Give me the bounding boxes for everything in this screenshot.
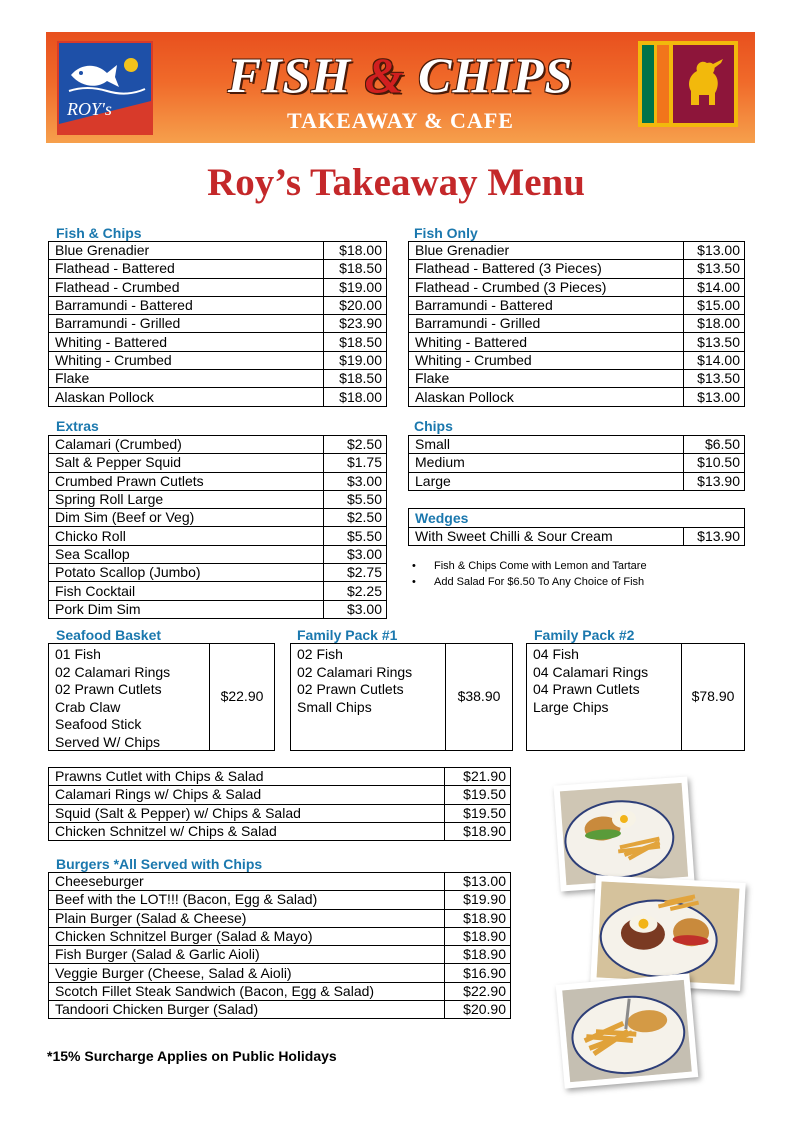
banner-title-ampersand: & xyxy=(364,47,405,103)
item-price: $1.75 xyxy=(324,454,387,472)
fish-only-row xyxy=(409,370,745,388)
sri-lanka-flag xyxy=(638,41,738,127)
food-photo-fish-chips xyxy=(556,973,699,1088)
item-price: $13.50 xyxy=(684,370,745,388)
item-name: With Sweet Chilli & Sour Cream xyxy=(409,528,684,546)
item-name: Beef with the LOT!!! (Bacon, Egg & Salad) xyxy=(49,891,445,909)
item-price: $13.00 xyxy=(445,873,511,891)
item-name: Chicken Schnitzel w/ Chips & Salad xyxy=(49,822,445,840)
item-name: Flathead - Crumbed xyxy=(49,278,324,296)
item-name: Large xyxy=(409,472,684,490)
item-name: Small xyxy=(409,436,684,454)
burgers-table xyxy=(48,872,511,1019)
item-name: Chicko Roll xyxy=(49,527,324,545)
burger-row xyxy=(49,873,511,891)
extras-rows xyxy=(49,436,387,619)
item-name: Medium xyxy=(409,454,684,472)
item-price: $3.00 xyxy=(324,545,387,563)
item-price: $13.90 xyxy=(684,528,745,546)
fish-and-chips-row xyxy=(49,296,387,314)
item-name: Barramundi - Grilled xyxy=(409,315,684,333)
pack-item: 04 Prawn Cutlets xyxy=(533,681,640,697)
item-name: Whiting - Crumbed xyxy=(409,351,684,369)
fish-and-chips-heading: Fish & Chips xyxy=(56,225,142,241)
item-name: Chicken Schnitzel Burger (Salad & Mayo) xyxy=(49,927,445,945)
item-price: $14.00 xyxy=(684,351,745,369)
item-price: $18.00 xyxy=(324,242,387,260)
burger-row xyxy=(49,982,511,1000)
item-price: $18.00 xyxy=(324,388,387,406)
item-price: $13.50 xyxy=(684,260,745,278)
extras-row xyxy=(49,436,387,454)
item-price: $10.50 xyxy=(684,454,745,472)
item-price: $20.00 xyxy=(324,296,387,314)
fish-and-chips-row xyxy=(49,242,387,260)
meal-row xyxy=(49,786,511,804)
fish-and-chips-row xyxy=(49,351,387,369)
item-name: Veggie Burger (Cheese, Salad & Aioli) xyxy=(49,964,445,982)
fish-and-chips-row xyxy=(49,278,387,296)
notes-list xyxy=(410,559,647,590)
pack-item: Served W/ Chips xyxy=(55,733,161,750)
extras-row xyxy=(49,509,387,527)
pack-item: Large Chips xyxy=(533,698,609,715)
extras-row xyxy=(49,490,387,508)
item-name: Calamari Rings w/ Chips & Salad xyxy=(49,786,445,804)
burgers-heading: Burgers *All Served with Chips xyxy=(56,856,263,872)
beef-burger-plate-image xyxy=(597,881,740,984)
item-price: $2.75 xyxy=(324,564,387,582)
flag-orange-stripe xyxy=(657,45,669,123)
item-name: Prawns Cutlet with Chips & Salad xyxy=(49,768,445,786)
wedges-row xyxy=(409,528,745,546)
fish-and-chips-row xyxy=(49,315,387,333)
item-price: $19.00 xyxy=(324,278,387,296)
meals-rows xyxy=(49,768,511,841)
wedges-table xyxy=(408,527,745,546)
item-price: $21.90 xyxy=(445,768,511,786)
extras-row xyxy=(49,454,387,472)
item-name: Squid (Salt & Pepper) w/ Chips & Salad xyxy=(49,804,445,822)
item-name: Salt & Pepper Squid xyxy=(49,454,324,472)
fish-and-chips-table xyxy=(48,241,387,407)
item-price: $2.25 xyxy=(324,582,387,600)
item-price: $18.50 xyxy=(324,333,387,351)
item-name: Flake xyxy=(409,370,684,388)
item-name: Pork Dim Sim xyxy=(49,600,324,618)
item-price: $13.90 xyxy=(684,472,745,490)
item-name: Alaskan Pollock xyxy=(409,388,684,406)
burger-row xyxy=(49,891,511,909)
seafood-basket-items xyxy=(49,644,210,750)
burger-row xyxy=(49,946,511,964)
burger-row xyxy=(49,909,511,927)
item-name: Blue Grenadier xyxy=(409,242,684,260)
fish-only-row xyxy=(409,242,745,260)
item-price: $13.00 xyxy=(684,388,745,406)
item-price: $3.00 xyxy=(324,600,387,618)
pack-item: 04 Fish xyxy=(533,646,579,662)
item-price: $13.50 xyxy=(684,333,745,351)
family-pack-2-heading: Family Pack #2 xyxy=(534,627,635,643)
chips-rows xyxy=(409,436,745,491)
item-name: Plain Burger (Salad & Cheese) xyxy=(49,909,445,927)
fish-and-chips-row xyxy=(49,388,387,406)
pack-item: 02 Fish xyxy=(297,646,343,662)
item-name: Sea Scallop xyxy=(49,545,324,563)
item-name: Whiting - Battered xyxy=(409,333,684,351)
fish-and-chips-row xyxy=(49,333,387,351)
meals-table xyxy=(48,767,511,841)
family-pack-1-price: $38.90 xyxy=(457,688,501,705)
pack-item: 02 Prawn Cutlets xyxy=(55,681,162,697)
item-name: Flake xyxy=(49,370,324,388)
seafood-basket-price: $22.90 xyxy=(220,688,264,705)
burger-row xyxy=(49,1001,511,1019)
fish-only-row xyxy=(409,315,745,333)
item-name: Flathead - Battered xyxy=(49,260,324,278)
item-name: Tandoori Chicken Burger (Salad) xyxy=(49,1001,445,1019)
chips-row xyxy=(409,436,745,454)
banner-title-chips: CHIPS xyxy=(404,47,574,103)
item-price: $2.50 xyxy=(324,509,387,527)
header-banner xyxy=(46,32,755,143)
item-price: $22.90 xyxy=(445,982,511,1000)
item-price: $5.50 xyxy=(324,490,387,508)
item-name: Dim Sim (Beef or Veg) xyxy=(49,509,324,527)
family-pack-2-items xyxy=(527,644,682,750)
pack-item: Small Chips xyxy=(297,698,372,715)
chips-heading: Chips xyxy=(414,418,453,434)
item-price: $15.00 xyxy=(684,296,745,314)
item-name: Fish Cocktail xyxy=(49,582,324,600)
logo-text: ROY's xyxy=(67,99,112,119)
note-item: • Fish & Chips Come with Lemon and Tartare xyxy=(410,559,647,575)
fish-only-row xyxy=(409,333,745,351)
burger-row xyxy=(49,964,511,982)
food-photo-fish-burger xyxy=(553,776,694,891)
item-name: Barramundi - Battered xyxy=(49,296,324,314)
item-price: $18.90 xyxy=(445,946,511,964)
item-price: $3.00 xyxy=(324,472,387,490)
item-price: $23.90 xyxy=(324,315,387,333)
meal-row xyxy=(49,768,511,786)
fish-only-row xyxy=(409,296,745,314)
pack-item: 04 Calamari Rings xyxy=(533,663,649,680)
wedges-heading: Wedges xyxy=(408,508,745,528)
meal-row xyxy=(49,804,511,822)
family-pack-2-box xyxy=(526,643,745,751)
item-name: Blue Grenadier xyxy=(49,242,324,260)
burgers-rows xyxy=(49,873,511,1019)
flag-maroon-panel xyxy=(673,45,734,123)
item-name: Barramundi - Battered xyxy=(409,296,684,314)
item-price: $13.00 xyxy=(684,242,745,260)
banner-subtitle: TAKEAWAY & CAFE xyxy=(287,108,514,133)
lion-icon xyxy=(681,55,725,109)
item-price: $5.50 xyxy=(324,527,387,545)
pack-item: 02 Prawn Cutlets xyxy=(297,681,404,697)
fish-chips-plate-image xyxy=(562,980,692,1082)
food-photo-beef-burger xyxy=(590,875,745,991)
item-name: Whiting - Battered xyxy=(49,333,324,351)
item-name: Whiting - Crumbed xyxy=(49,351,324,369)
item-name: Crumbed Prawn Cutlets xyxy=(49,472,324,490)
meal-row xyxy=(49,822,511,840)
chips-row xyxy=(409,454,745,472)
family-pack-2-price: $78.90 xyxy=(691,688,735,705)
item-price: $20.90 xyxy=(445,1001,511,1019)
fish-only-row xyxy=(409,351,745,369)
extras-table xyxy=(48,435,387,619)
item-price: $18.50 xyxy=(324,260,387,278)
fish-only-table xyxy=(408,241,745,407)
pack-item: Crab Claw xyxy=(55,698,121,715)
item-price: $16.90 xyxy=(445,964,511,982)
item-price: $18.50 xyxy=(324,370,387,388)
item-name: Alaskan Pollock xyxy=(49,388,324,406)
chips-row xyxy=(409,472,745,490)
seafood-basket-heading: Seafood Basket xyxy=(56,627,162,643)
item-name: Scotch Fillet Steak Sandwich (Bacon, Egg & Salad) xyxy=(49,982,445,1000)
item-name: Potato Scallop (Jumbo) xyxy=(49,564,324,582)
item-price: $19.90 xyxy=(445,891,511,909)
fish-only-row xyxy=(409,388,745,406)
family-pack-1-box xyxy=(290,643,513,751)
item-price: $6.50 xyxy=(684,436,745,454)
extras-row xyxy=(49,472,387,490)
item-name: Fish Burger (Salad & Garlic Aioli) xyxy=(49,946,445,964)
item-name: Flathead - Battered (3 Pieces) xyxy=(409,260,684,278)
fish-only-rows xyxy=(409,242,745,407)
menu-title: Roy’s Takeaway Menu xyxy=(207,161,585,204)
fish-and-chips-row xyxy=(49,370,387,388)
item-price: $18.90 xyxy=(445,909,511,927)
fish-only-row xyxy=(409,278,745,296)
fish-and-chips-rows xyxy=(49,242,387,407)
extras-heading: Extras xyxy=(56,418,99,434)
burger-row xyxy=(49,927,511,945)
extras-row xyxy=(49,527,387,545)
fish-only-heading: Fish Only xyxy=(414,225,478,241)
fish-only-row xyxy=(409,260,745,278)
pack-item: 02 Calamari Rings xyxy=(297,663,413,680)
extras-row xyxy=(49,600,387,618)
fish-and-chips-row xyxy=(49,260,387,278)
item-name: Spring Roll Large xyxy=(49,490,324,508)
extras-row xyxy=(49,564,387,582)
item-price: $18.00 xyxy=(684,315,745,333)
item-price: $18.90 xyxy=(445,822,511,840)
item-name: Flathead - Crumbed (3 Pieces) xyxy=(409,278,684,296)
item-price: $19.50 xyxy=(445,804,511,822)
item-price: $19.00 xyxy=(324,351,387,369)
fish-burger-plate-image xyxy=(560,783,688,885)
item-price: $18.90 xyxy=(445,927,511,945)
item-name: Cheeseburger xyxy=(49,873,445,891)
family-pack-1-items xyxy=(291,644,446,750)
wedges-rows xyxy=(409,528,745,546)
item-price: $14.00 xyxy=(684,278,745,296)
pack-item: 02 Calamari Rings xyxy=(55,663,171,680)
note-item: • Add Salad For $6.50 To Any Choice of Fish xyxy=(410,575,647,591)
banner-title-fish: FISH xyxy=(227,47,365,103)
surcharge-note: *15% Surcharge Applies on Public Holidays xyxy=(47,1048,337,1064)
item-name: Calamari (Crumbed) xyxy=(49,436,324,454)
item-name: Barramundi - Grilled xyxy=(49,315,324,333)
extras-row xyxy=(49,545,387,563)
item-price: $2.50 xyxy=(324,436,387,454)
pack-item: Seafood Stick xyxy=(55,716,142,732)
extras-row xyxy=(49,582,387,600)
item-price: $19.50 xyxy=(445,786,511,804)
seafood-basket-box xyxy=(48,643,275,751)
flag-green-stripe xyxy=(642,45,654,123)
pack-item: 01 Fish xyxy=(55,646,101,662)
chips-table xyxy=(408,435,745,491)
family-pack-1-heading: Family Pack #1 xyxy=(297,627,398,643)
